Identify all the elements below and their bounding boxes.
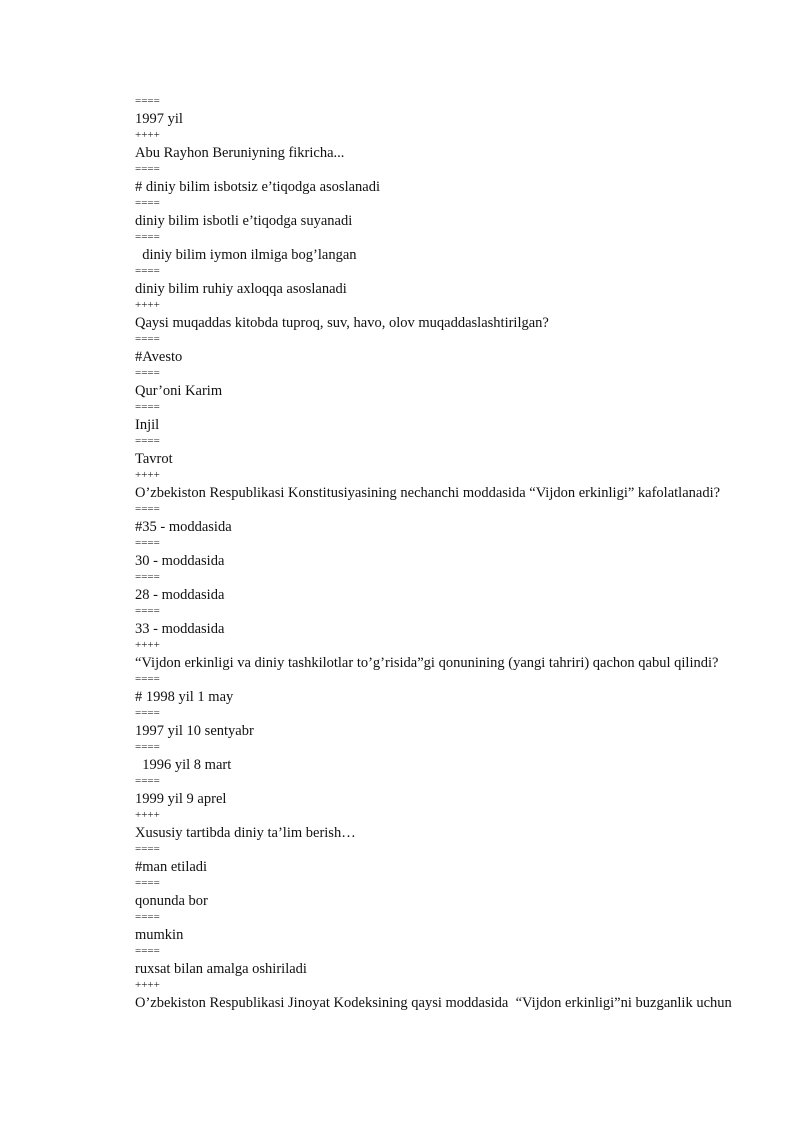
answer-option: Tavrot bbox=[135, 450, 173, 467]
answer-option: qonunda bor bbox=[135, 892, 208, 909]
separator-line: ==== bbox=[135, 843, 160, 855]
question-text: O’zbekiston Respublikasi Jinoyat Kodeksining qaysi moddasida “Vijdon erkinligi”ni buzganlik uchun bbox=[135, 994, 732, 1011]
answer-option: Qur’oni Karim bbox=[135, 382, 223, 399]
separator-line: ==== bbox=[135, 95, 160, 107]
separator-line: ==== bbox=[135, 673, 160, 685]
question-separator: ++++ bbox=[135, 639, 160, 651]
separator-line: ==== bbox=[135, 401, 160, 413]
question-text: O’zbekiston Respublikasi Konstitusiyasining nechanchi moddasida “Vijdon erkinligi” kafolatlanadi? bbox=[135, 484, 721, 501]
answer-option: mumkin bbox=[135, 926, 184, 943]
separator-line: ==== bbox=[135, 877, 160, 889]
answer-option: diniy bilim iymon ilmiga bog’langan bbox=[135, 246, 357, 263]
correct-answer: #Avesto bbox=[135, 348, 183, 365]
correct-answer: #35 - moddasida bbox=[135, 518, 232, 535]
question-separator: ++++ bbox=[135, 129, 160, 141]
separator-line: ==== bbox=[135, 503, 160, 515]
separator-line: ==== bbox=[135, 163, 160, 175]
separator-line: ==== bbox=[135, 741, 160, 753]
answer-option: diniy bilim isbotli e’tiqodga suyanadi bbox=[135, 212, 353, 229]
separator-line: ==== bbox=[135, 435, 160, 447]
separator-line: ==== bbox=[135, 911, 160, 923]
separator-line: ==== bbox=[135, 945, 160, 957]
question-text: Qaysi muqaddas kitobda tuproq, suv, havo, olov muqaddaslashtirilgan? bbox=[135, 314, 549, 331]
separator-line: ==== bbox=[135, 605, 160, 617]
answer-option: 30 - moddasida bbox=[135, 552, 225, 569]
correct-answer: # 1998 yil 1 may bbox=[135, 688, 234, 705]
question-separator: ++++ bbox=[135, 809, 160, 821]
question-text: “Vijdon erkinligi va diniy tashkilotlar to’g’risida”gi qonunining (yangi tahriri) qachon qabul qilindi? bbox=[135, 654, 719, 671]
question-text: Xususiy tartibda diniy ta’lim berish… bbox=[135, 824, 356, 841]
correct-answer: #man etiladi bbox=[135, 858, 208, 875]
question-separator: ++++ bbox=[135, 299, 160, 311]
separator-line: ==== bbox=[135, 265, 160, 277]
separator-line: ==== bbox=[135, 775, 160, 787]
separator-line: ==== bbox=[135, 571, 160, 583]
answer-option: 33 - moddasida bbox=[135, 620, 225, 637]
separator-line: ==== bbox=[135, 333, 160, 345]
separator-line: ==== bbox=[135, 231, 160, 243]
answer-option: 1996 yil 8 mart bbox=[135, 756, 232, 773]
separator-line: ==== bbox=[135, 197, 160, 209]
answer-option: ruxsat bilan amalga oshiriladi bbox=[135, 960, 307, 977]
separator-line: ==== bbox=[135, 707, 160, 719]
answer-option: 28 - moddasida bbox=[135, 586, 225, 603]
question-separator: ++++ bbox=[135, 979, 160, 991]
separator-line: ==== bbox=[135, 537, 160, 549]
separator-line: ==== bbox=[135, 367, 160, 379]
document-body bbox=[135, 96, 775, 1014]
correct-answer: # diniy bilim isbotsiz e’tiqodga asoslanadi bbox=[135, 178, 380, 195]
question-separator: ++++ bbox=[135, 469, 160, 481]
answer-option: Injil bbox=[135, 416, 160, 433]
answer-option: diniy bilim ruhiy axloqqa asoslanadi bbox=[135, 280, 347, 297]
answer-option: 1999 yil 9 aprel bbox=[135, 790, 227, 807]
answer-option: 1997 yil 10 sentyabr bbox=[135, 722, 254, 739]
question-text: Abu Rayhon Beruniyning fikricha... bbox=[135, 144, 345, 161]
answer-line: 1997 yil bbox=[135, 110, 183, 127]
